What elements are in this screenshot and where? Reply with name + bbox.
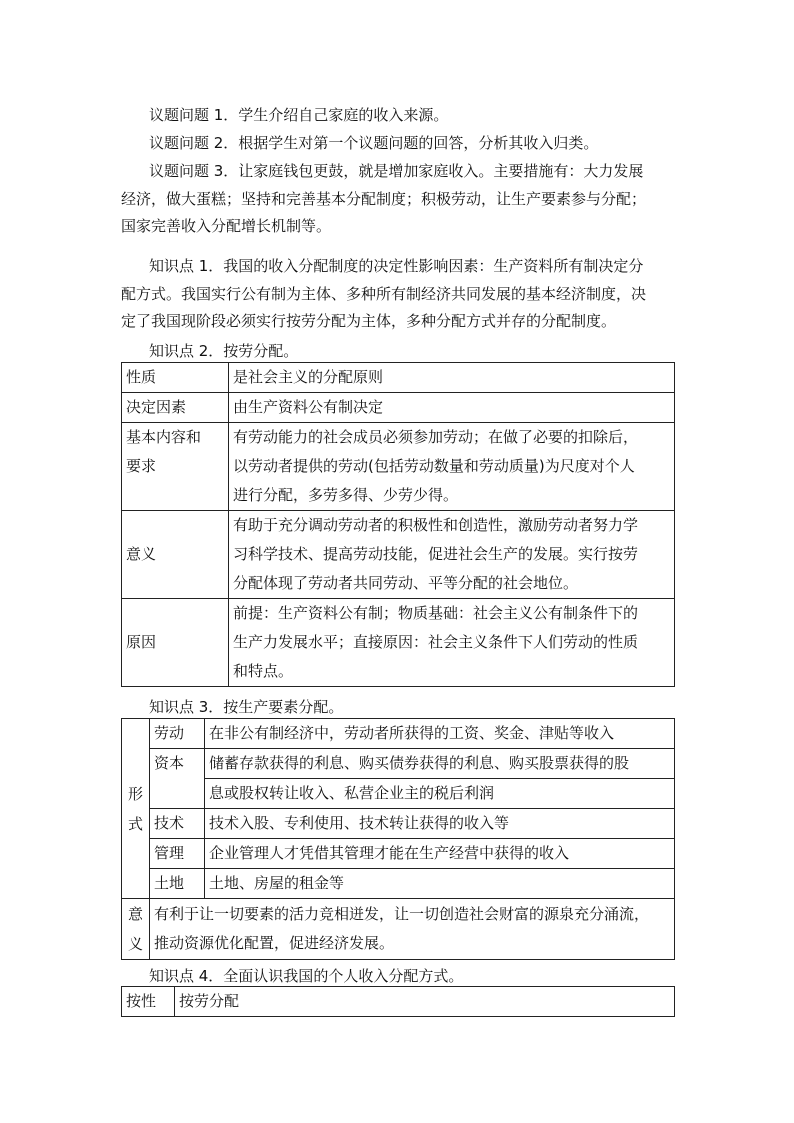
- table-row: [122, 599, 675, 687]
- text-line: 在非公有制经济中，劳动者所获得的工资、奖金、津贴等收入: [209, 724, 615, 742]
- text-line: 有劳动能力的社会成员必须参加劳动；在做了必要的扣除后，: [233, 428, 639, 446]
- meaning-content: [150, 899, 675, 960]
- text-line: 按劳分配: [179, 992, 240, 1010]
- income-distribution-table: [121, 986, 675, 1017]
- topic-question-2: [121, 130, 705, 158]
- text-line: 原因: [126, 633, 157, 651]
- text-line: 有利于让一切要素的活力竞相迸发，让一切创造社会财富的源泉充分涌流，: [154, 905, 650, 923]
- knowledge-point-4-caption: 知识点 4．全面认识我国的个人收入分配方式。: [149, 967, 464, 985]
- factor-content: [205, 719, 675, 749]
- table-row: [122, 839, 675, 869]
- table-row: [122, 779, 675, 809]
- text-line: 技术: [154, 814, 185, 832]
- text-line: 议题问题 3．让家庭钱包更鼓，就是增加家庭收入。主要措施有：大力发展: [149, 162, 644, 180]
- table-row: [122, 869, 675, 899]
- text-line: 按性: [126, 992, 157, 1010]
- text-line: 储蓄存款获得的利息、购买债券获得的利息、购买股票获得的股: [209, 754, 630, 772]
- distribution-by-work-table: [121, 362, 675, 687]
- table-row: [122, 899, 675, 960]
- row-content: [229, 599, 675, 687]
- row-content: [229, 363, 675, 393]
- row-label: [122, 511, 229, 599]
- table-row: [122, 719, 675, 749]
- text-line: 技术入股、专利使用、技术转让获得的收入等: [209, 814, 510, 832]
- row-label: [122, 987, 175, 1017]
- topic-question-3: [121, 158, 677, 241]
- table-row: [122, 511, 675, 599]
- factor-content: [205, 779, 675, 809]
- factor-content: [205, 809, 675, 839]
- row-content: [229, 423, 675, 511]
- text-line: 生产力发展水平；直接原因：社会主义条件下人们劳动的性质: [233, 633, 639, 651]
- text-line: 土地、房屋的租金等: [209, 874, 345, 892]
- text-line: 习科学技术、提高劳动技能，促进社会生产的发展。实行按劳: [233, 545, 639, 563]
- text-line: 义: [127, 935, 143, 953]
- form-label: [122, 719, 150, 899]
- table-row: [122, 363, 675, 393]
- distribution-by-factors-table: [121, 718, 675, 960]
- text-line: 经济，做大蛋糕；坚持和完善基本分配制度；积极劳动，让生产要素参与分配；: [121, 189, 647, 208]
- text-line: 有助于充分调动劳动者的积极性和创造性，激励劳动者努力学: [233, 516, 639, 534]
- factor-content: [205, 839, 675, 869]
- text-line: 劳动: [154, 724, 185, 742]
- text-line: 定了我国现阶段必须实行按劳分配为主体，多种分配方式并存的分配制度。: [121, 312, 617, 330]
- text-line: 基本内容和: [126, 428, 202, 446]
- factor-label: [150, 719, 205, 749]
- table-row: [122, 749, 675, 779]
- text-line: 性质: [126, 368, 157, 386]
- text-line: 管理: [154, 844, 185, 862]
- text-line: 议题问题 1．学生介绍自己家庭的收入来源。: [149, 106, 449, 124]
- meaning-label: [122, 899, 150, 960]
- text-line: 息或股权转让收入、私营企业主的税后利润: [209, 784, 495, 802]
- knowledge-point-1: [121, 253, 677, 336]
- topic-question-1: [121, 102, 705, 130]
- table-row: [122, 393, 675, 423]
- text-line: 是社会主义的分配原则: [233, 368, 384, 386]
- text-line: 式: [127, 814, 143, 833]
- factor-label: [150, 809, 205, 839]
- factor-label: [150, 839, 205, 869]
- text-line: 意义: [126, 545, 157, 563]
- factor-label: [150, 869, 205, 899]
- factor-label: [150, 749, 205, 809]
- text-line: 议题问题 2．根据学生对第一个议题问题的回答，分析其收入归类。: [149, 134, 599, 152]
- text-line: 形: [127, 784, 143, 803]
- table-row: [122, 423, 675, 511]
- text-line: 要求: [126, 457, 157, 475]
- text-line: 意: [127, 905, 143, 923]
- text-line: 国家完善收入分配增长机制等。: [121, 217, 332, 235]
- row-content: [175, 987, 675, 1017]
- text-line: 和特点。: [233, 662, 294, 680]
- row-label: [122, 423, 229, 511]
- table-row: [122, 987, 675, 1017]
- text-line: 资本: [154, 754, 185, 772]
- row-label: [122, 363, 229, 393]
- text-line: 土地: [154, 874, 185, 892]
- text-line: 分配体现了劳动者共同劳动、平等分配的社会地位。: [233, 574, 579, 592]
- text-line: 以劳动者提供的劳动(包括劳动数量和劳动质量)为尺度对个人: [233, 457, 635, 475]
- row-label: [122, 599, 229, 687]
- text-line: 决定因素: [126, 398, 187, 416]
- text-line: 推动资源优化配置，促进经济发展。: [154, 934, 395, 952]
- knowledge-point-3-caption: 知识点 3．按生产要素分配。: [149, 698, 344, 716]
- factor-content: [205, 749, 675, 779]
- knowledge-point-2-caption: 知识点 2．按劳分配。: [149, 342, 299, 360]
- factor-content: [205, 869, 675, 899]
- text-line: 由生产资料公有制决定: [233, 398, 384, 416]
- row-label: [122, 393, 229, 423]
- text-line: 企业管理人才凭借其管理才能在生产经营中获得的收入: [209, 844, 570, 862]
- text-line: 进行分配，多劳多得、少劳少得。: [233, 486, 459, 504]
- text-line: 知识点 1．我国的收入分配制度的决定性影响因素：生产资料所有制决定分: [149, 257, 644, 275]
- table-row: [122, 809, 675, 839]
- row-content: [229, 393, 675, 423]
- row-content: [229, 511, 675, 599]
- text-line: 前提：生产资料公有制；物质基础：社会主义公有制条件下的: [233, 604, 639, 622]
- text-line: 配方式。我国实行公有制为主体、多种所有制经济共同发展的基本经济制度，决: [121, 284, 647, 303]
